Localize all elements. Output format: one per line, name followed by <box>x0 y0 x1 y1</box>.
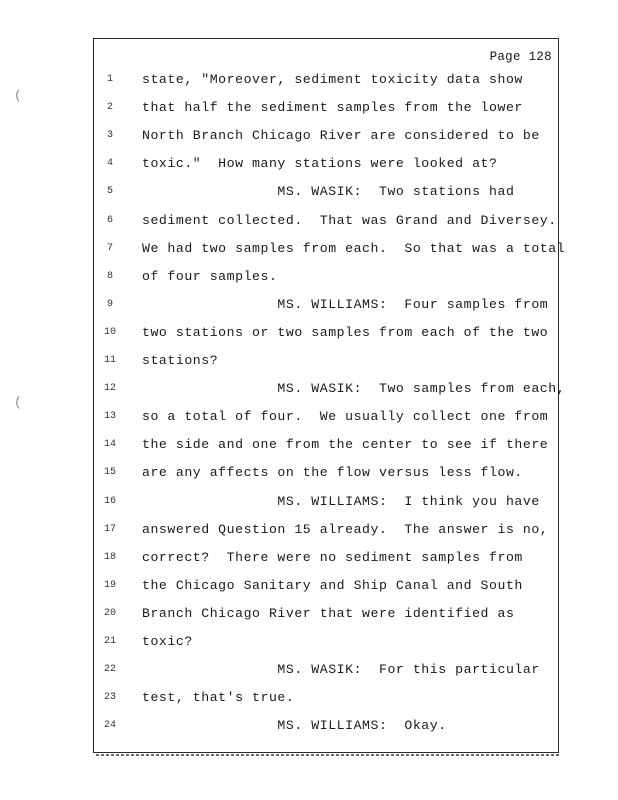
transcript-line: North Branch Chicago River are considered to be <box>142 128 540 144</box>
line-number: 11 <box>103 355 116 366</box>
line-number: 1 <box>106 74 113 85</box>
transcript-line: test, that's true. <box>142 690 295 706</box>
line-number: 4 <box>106 158 113 170</box>
binder-hole-mark: ( <box>14 395 22 410</box>
transcript-line: MS. WILLIAMS: I think you have <box>142 493 540 509</box>
transcript-line: stations? <box>142 353 219 368</box>
line-number: 8 <box>106 270 113 282</box>
transcript-line: correct? There were no sediment samples from <box>142 549 523 565</box>
transcript-line: so a total of four. We usually collect one from <box>142 409 549 425</box>
line-number: 12 <box>103 383 116 395</box>
line-number: 16 <box>103 495 116 507</box>
line-number: 24 <box>103 720 116 732</box>
transcript-line: answered Question 15 already. The answer is no, <box>142 521 549 537</box>
transcript-line: that half the sediment samples from the lower <box>142 100 523 116</box>
transcript-line: state, "Moreover, sediment toxicity data show <box>142 72 523 87</box>
transcript-line: toxic? <box>142 634 193 649</box>
transcript-line: MS. WASIK: Two stations had <box>142 184 515 200</box>
transcript-line: of four samples. <box>142 268 278 284</box>
line-number: 2 <box>106 102 113 114</box>
line-number: 10 <box>103 326 116 338</box>
transcript-line: toxic." How many stations were looked at? <box>142 156 498 172</box>
transcript-line: Branch Chicago River that were identified as <box>142 605 515 621</box>
line-number: 18 <box>103 551 116 563</box>
line-number: 22 <box>103 664 116 676</box>
line-number: 14 <box>103 439 116 451</box>
line-number: 9 <box>106 298 113 310</box>
transcript-line: MS. WILLIAMS: Four samples from <box>142 296 549 312</box>
transcript-line: are any affects on the flow versus less flow. <box>142 465 523 481</box>
line-number: 23 <box>103 692 116 704</box>
page-number: Page 128 <box>489 50 552 64</box>
line-number: 3 <box>106 130 113 142</box>
transcript-line: sediment collected. That was Grand and Diversey. <box>142 212 557 228</box>
transcript-line: two stations or two samples from each of the two <box>142 324 549 340</box>
transcript-line: the side and one from the center to see if there <box>142 437 549 453</box>
line-number: 20 <box>103 607 116 619</box>
line-number: 6 <box>106 214 113 226</box>
line-number: 15 <box>103 467 116 479</box>
binder-hole-mark: ( <box>14 88 22 103</box>
line-number: 13 <box>103 411 116 423</box>
line-number: 7 <box>106 242 113 254</box>
transcript-line: MS. WASIK: Two samples from each, <box>142 381 566 397</box>
transcript-line: We had two samples from each. So that was a total <box>142 240 566 256</box>
line-number: 5 <box>106 186 113 198</box>
transcript-line: the Chicago Sanitary and Ship Canal and South <box>142 577 523 593</box>
line-number: 19 <box>103 579 116 591</box>
transcript-line: MS. WASIK: For this particular <box>142 662 540 678</box>
line-number: 17 <box>103 523 116 535</box>
page-edge-shadow <box>96 754 560 756</box>
line-number: 21 <box>103 636 116 647</box>
transcript-line: MS. WILLIAMS: Okay. <box>142 718 447 734</box>
